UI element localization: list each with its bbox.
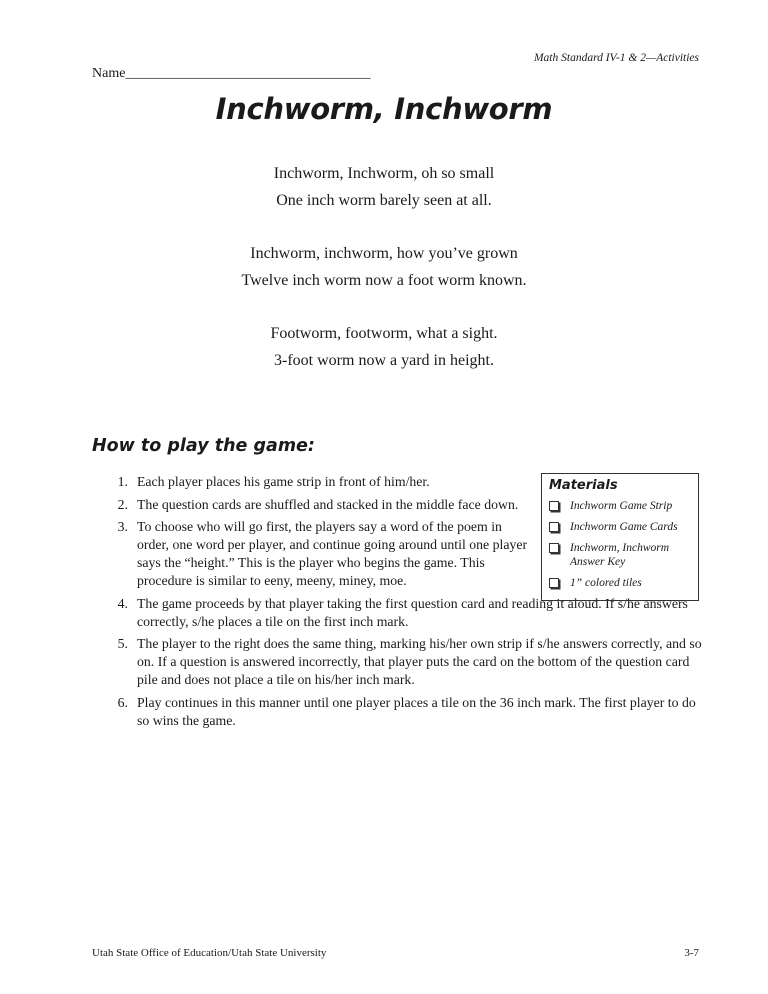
footer-page-number: 3-7: [684, 947, 699, 959]
instruction-step: [108, 694, 708, 730]
checkbox-icon: [549, 522, 559, 532]
materials-item-label: Inchworm, Inchworm Answer Key: [570, 542, 670, 568]
materials-item: [549, 576, 691, 590]
materials-item: [549, 499, 691, 513]
poem-line: One inch worm barely seen at all.: [276, 192, 492, 209]
step-text: The question cards are shuffled and stacked in the middle face down.: [137, 496, 519, 512]
checkbox-icon: [549, 543, 559, 553]
materials-item-label: 1” colored tiles: [570, 577, 642, 589]
name-field: [92, 66, 370, 82]
materials-title: Materials: [549, 478, 618, 493]
step-number: 1.: [117, 474, 128, 489]
instruction-step: [108, 518, 532, 590]
poem: [0, 160, 768, 374]
footer-source: Utah State Office of Education/Utah State University: [92, 947, 327, 959]
how-to-play-heading: How to play the game:: [92, 436, 315, 456]
checkbox-icon: [549, 578, 559, 588]
poem-stanza-3: [0, 320, 768, 374]
header-subject: Math Standard IV-1 & 2—Activities: [533, 52, 699, 64]
materials-item: [549, 520, 691, 534]
instruction-step: [108, 635, 708, 689]
step-number: 3.: [117, 519, 128, 534]
step-number: 6.: [117, 694, 128, 710]
poem-line: Inchworm, Inchworm, oh so small: [273, 165, 495, 182]
instruction-step: [108, 496, 532, 514]
step-text: To choose who will go first, the players say a word of the poem in order, one word per player, and continue going around until one player says the “height.” This is the player who begins the game. This procedure is similar to eeny, meeny, miney, moe.: [137, 519, 528, 588]
checkbox-icon: [549, 501, 559, 511]
step-number: 5.: [117, 636, 128, 651]
materials-item: [549, 541, 691, 569]
materials-item-label: Inchworm Game Strip: [570, 500, 673, 512]
step-number: 4.: [117, 595, 128, 611]
page-title: Inchworm, Inchworm: [215, 92, 553, 126]
step-text: The player to the right does the same thing, marking his/her own strip if s/he answers correctly, and so on. If a question is answered incorrectly, that player puts the card on the bottom of the question card pile and does not place a tile on his/her inch mark.: [137, 636, 702, 687]
step-text: The game proceeds by that player taking the first question card and reading it aloud. If s/he answers correctly, s/he places a tile on the first inch mark.: [137, 595, 688, 629]
poem-line: Twelve inch worm now a foot worm known.: [241, 272, 527, 289]
step-text: Play continues in this manner until one player places a tile on the 36 inch mark. The first player to do so wins the game.: [137, 694, 696, 728]
poem-line: 3-foot worm now a yard in height.: [274, 352, 494, 369]
poem-line: Inchworm, inchworm, how you’ve grown: [250, 245, 518, 262]
step-number: 2.: [117, 496, 128, 512]
poem-stanza-2: [0, 240, 768, 294]
name-blank-line: ___________________________________: [125, 66, 371, 81]
instruction-step: [108, 473, 532, 491]
name-label: Name: [92, 66, 126, 81]
poem-line: Footworm, footworm, what a sight.: [270, 325, 498, 342]
materials-box: [541, 473, 699, 601]
materials-item-label: Inchworm Game Cards: [570, 521, 678, 533]
poem-stanza-1: [0, 160, 768, 214]
step-text: Each player places his game strip in front of him/her.: [137, 474, 430, 489]
